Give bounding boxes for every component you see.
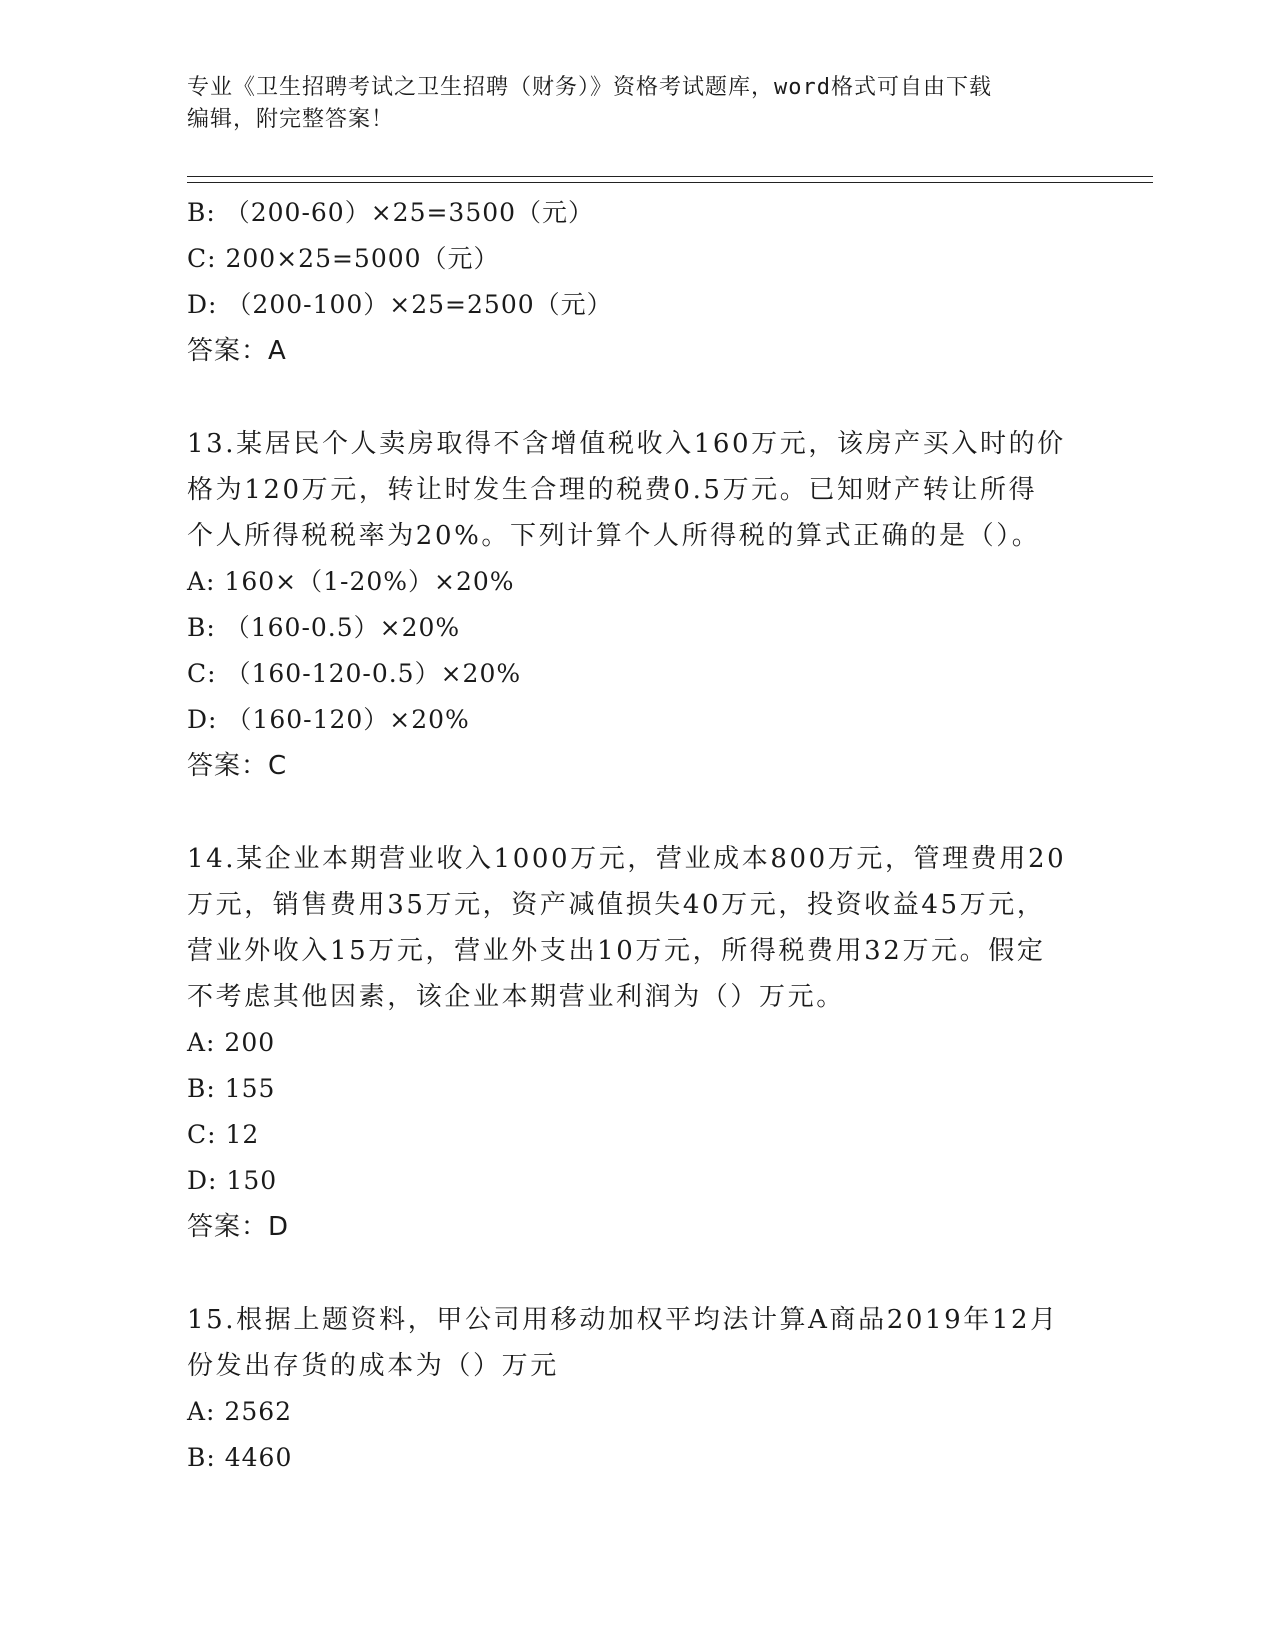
option-c: C: 12 [187, 1120, 260, 1149]
question-text-line: 个人所得税税率为20%。下列计算个人所得税的算式正确的是（）。 [187, 521, 1041, 551]
answer: 答案：D [187, 1212, 290, 1242]
question-text-line: 15.根据上题资料，甲公司用移动加权平均法计算A商品2019年12月 [187, 1305, 1059, 1335]
header-divider-top [187, 176, 1153, 177]
answer: 答案：A [187, 336, 287, 366]
document-header [187, 72, 1087, 136]
option-d: D: （160-120）×20% [187, 705, 470, 734]
option-a: A: 160×（1-20%）×20% [187, 567, 515, 596]
question-text-line: 万元，销售费用35万元，资产减值损失40万元，投资收益45万元， [187, 890, 1046, 920]
question-text-line: 份发出存货的成本为（）万元 [187, 1351, 559, 1381]
question-text-line: 13.某居民个人卖房取得不含增值税收入160万元，该房产买入时的价 [187, 429, 1066, 459]
spacer [187, 789, 1087, 836]
option-d: D: 150 [187, 1166, 278, 1195]
question-12-tail [187, 190, 1087, 374]
question-14 [187, 836, 1087, 1250]
question-15 [187, 1297, 1087, 1481]
option-c: C: （160-120-0.5）×20% [187, 659, 522, 688]
spacer [187, 1250, 1087, 1297]
option-c: C: 200×25=5000（元） [187, 244, 500, 273]
header-divider-bottom [187, 182, 1153, 183]
option-b: B: 4460 [187, 1443, 293, 1472]
question-text-line: 14.某企业本期营业收入1000万元，营业成本800万元，管理费用20 [187, 844, 1067, 874]
option-b: B: 155 [187, 1074, 276, 1103]
option-b: B: （200-60）×25=3500（元） [187, 198, 595, 227]
header-line-1: 专业《卫生招聘考试之卫生招聘（财务）》资格考试题库，word格式可自由下载 [187, 75, 992, 100]
option-a: A: 200 [187, 1028, 276, 1057]
question-13 [187, 421, 1087, 789]
question-text-line: 不考虑其他因素，该企业本期营业利润为（）万元。 [187, 982, 845, 1012]
option-a: A: 2562 [187, 1397, 293, 1426]
question-content [187, 190, 1087, 1481]
spacer [187, 374, 1087, 421]
answer: 答案：C [187, 751, 288, 781]
option-b: B: （160-0.5）×20% [187, 613, 461, 642]
question-text-line: 格为120万元，转让时发生合理的税费0.5万元。已知财产转让所得 [187, 475, 1038, 505]
option-d: D: （200-100）×25=2500（元） [187, 290, 613, 319]
header-line-2: 编辑，附完整答案！ [187, 107, 395, 132]
question-text-line: 营业外收入15万元，营业外支出10万元，所得税费用32万元。假定 [187, 936, 1046, 966]
